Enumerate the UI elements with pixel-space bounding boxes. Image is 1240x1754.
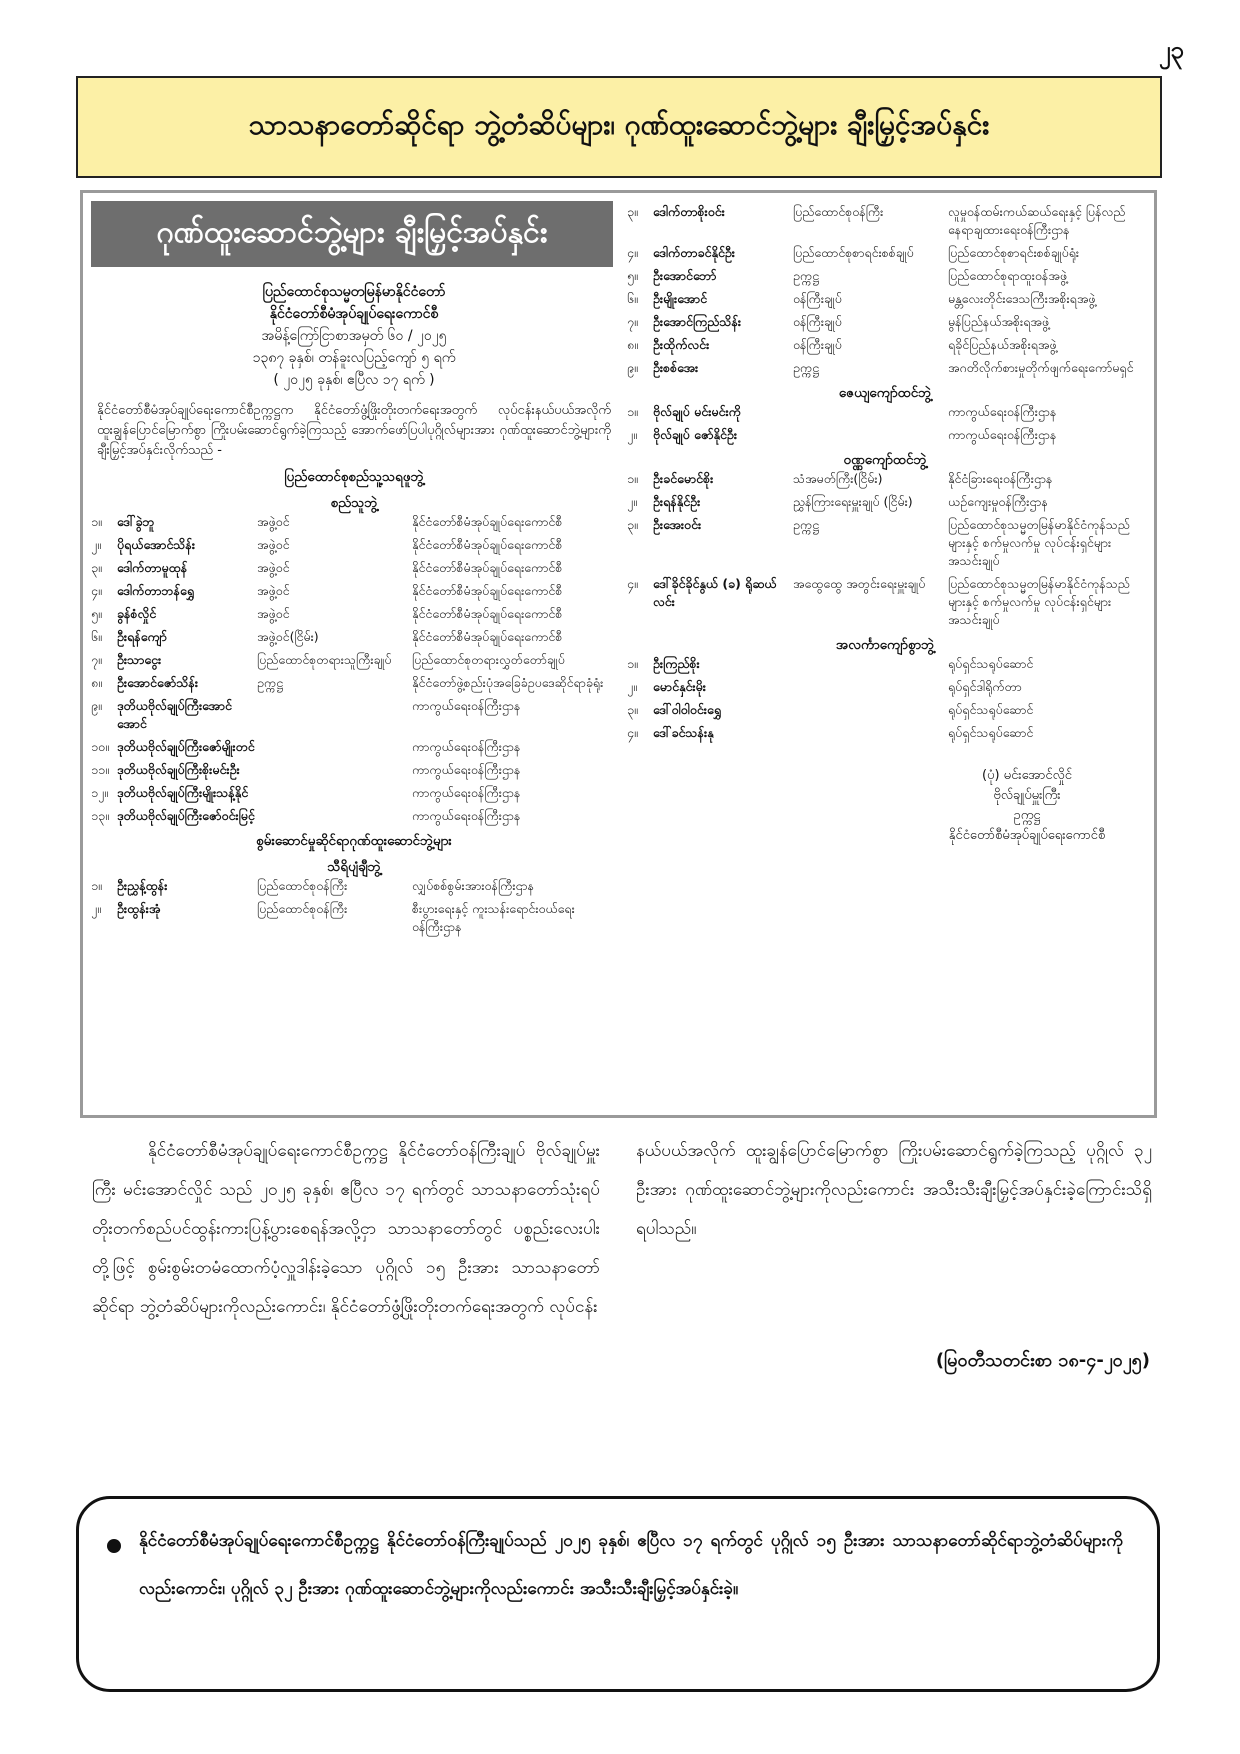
award-sections-right [627, 203, 1143, 742]
awardee-number: ၁၀။ [91, 739, 109, 754]
award-section [627, 450, 1143, 629]
awardee-department: နိုင်ငံတော်စီမံအုပ်ချုပ်ရေးကောင်စီ [412, 560, 563, 575]
awardee-department: ပြည်ထောင်စုသမ္မတမြန်မာနိုင်ငံကုန်သည်များနှင့် စက်မှုလက်မှု လုပ်ငန်းရှင်များအသင်းချုပ် [948, 576, 1130, 627]
awardee-row [91, 536, 617, 554]
awardee-number: ၃။ [627, 702, 638, 717]
awardee-name: ဦးကြည်စိုး [653, 656, 700, 671]
awardee-name: ဦးညွှန့်ထွန်း [117, 878, 168, 893]
awardee-position: အဖွဲ့ဝင် [257, 560, 290, 575]
awardee-department: ကာကွယ်ရေးဝန်ကြီးဌာန [412, 739, 521, 754]
awardee-department: ရုပ်ရှင်သရုပ်ဆောင် [948, 725, 1034, 740]
award-section-title: စွမ်းဆောင်မှုဆိုင်ရာဂုဏ်ထူးဆောင်ဘွဲ့များ [256, 833, 452, 849]
awardee-row [627, 403, 1143, 421]
awardee-row [627, 655, 1143, 673]
awardee-number: ၉။ [91, 698, 102, 713]
awardee-position: အဖွဲ့ဝင် [257, 606, 290, 621]
award-section-title: ဇေယျကျော်ထင်ဘွဲ့ [838, 385, 932, 401]
awardee-position: အထွေထွေ အတွင်းရေးမှူးချုပ် [793, 576, 926, 591]
awardee-department: မွန်ပြည်နယ်အစိုးရအဖွဲ့ [948, 314, 1050, 329]
awardee-row [627, 724, 1143, 742]
awardee-name: ဦးထွန်းအုံ [117, 901, 161, 916]
awardee-name: ဒုတိယဗိုလ်ချုပ်ကြီးဇော်ဝင်းမြင့် [117, 808, 255, 823]
award-section [91, 467, 617, 825]
awardee-row [627, 470, 1143, 488]
awardee-number: ၃။ [627, 517, 638, 532]
awardee-name: မောင်နှင်းမိုး [653, 679, 706, 694]
awardee-number: ၁။ [627, 471, 638, 486]
awardee-row [627, 575, 1143, 629]
award-section [627, 203, 1143, 377]
award-section-title: စည်သူဘွဲ့ [330, 495, 378, 511]
awardee-row [91, 559, 617, 577]
awardee-row [627, 267, 1143, 285]
awardee-row [627, 313, 1143, 331]
gov-line: ပြည်ထောင်စုသမ္မတမြန်မာနိုင်ငံတော် [262, 284, 446, 300]
gov-line: ၁၃၈၇ ခုနှစ်၊ တန်ခူးလပြည့်ကျော် ၅ ရက် [252, 350, 456, 366]
award-section-title: သီရိပျံချီဘွဲ့ [327, 859, 381, 875]
awardee-number: ၂။ [91, 537, 101, 552]
awardee-row [91, 900, 617, 936]
awardee-position: ပြည်ထောင်စုစာရင်းစစ်ချုပ် [793, 245, 914, 260]
notice-clipping [80, 190, 1157, 1118]
awardee-row [627, 359, 1143, 377]
award-section [627, 383, 1143, 444]
awardee-department: ယဉ်ကျေးမှုဝန်ကြီးဌာန [948, 494, 1048, 509]
awardee-position [793, 701, 948, 719]
awardee-name: ဒေါ်ခွဲဘူ [117, 514, 155, 529]
awardee-number: ၇။ [627, 314, 638, 329]
gov-line: ( ၂၀၂၅ ခုနှစ်၊ ဧပြီလ ၁၇ ရက် ) [273, 372, 435, 388]
awardee-number: ၄။ [627, 576, 638, 591]
awardee-number: ၇။ [91, 652, 102, 667]
awardee-department: နိုင်ငံခြားရေးဝန်ကြီးဌာန [948, 471, 1053, 486]
awardee-position [793, 426, 948, 444]
awardee-name: ဒေါက်တာမူထုန် [117, 560, 188, 575]
gov-line: နိုင်ငံတော်စီမံအုပ်ချုပ်ရေးကောင်စီ [269, 306, 439, 322]
awardee-name: ဒုတိယဗိုလ်ချုပ်ကြီးဇော်မျိုးတင် [117, 739, 255, 754]
awardee-position: ဥက္ကဋ္ဌ [793, 517, 819, 532]
page-title: သာသနာတော်ဆိုင်ရာ ဘွဲ့တံဆိပ်များ၊ ဂုဏ်ထူးဆောင်ဘွဲ့များ ချီးမြှင့်အပ်နှင်း [248, 108, 990, 141]
awardee-position: သံအမတ်ကြီး(ငြိမ်း) [793, 471, 883, 486]
awardee-name: ဦးထိုက်လင်း [653, 337, 710, 352]
notice-heading: ဂုဏ်ထူးဆောင်ဘွဲ့များ ချီးမြှင့်အပ်နှင်း [91, 201, 613, 267]
awardee-name: ခွန်စံလှိုင် [117, 606, 157, 621]
awardee-number: ၁၁။ [91, 762, 109, 777]
awardee-number: ၂။ [91, 901, 101, 916]
page-title-banner [76, 76, 1162, 178]
awardee-name: ဒေါက်တာဘန်ရွှေ [117, 583, 195, 598]
awardee-number: ၁။ [91, 514, 102, 529]
award-section-title: ဝဏ္ဏကျော်ထင်ဘွဲ့ [843, 452, 927, 468]
awardee-number: ၁၃။ [91, 808, 109, 823]
awardee-row [627, 493, 1143, 511]
awardee-name: ဦးရန်ကျော် [117, 629, 167, 644]
awardee-name: ဦးသာငွေး [117, 652, 162, 667]
awardee-position: ပြည်ထောင်စုဝန်ကြီး [257, 901, 348, 916]
awardee-row [91, 651, 617, 669]
notice-intro: နိုင်ငံတော်စီမံအုပ်ချုပ်ရေးကောင်စီဥက္ကဋ္ဌက နိုင်ငံတော်ဖွံ့ဖြိုးတိုးတက်ရေးအတွက် လုပ်ငန်းနယ်ပယ်အလိုက် ထူးချွန်ပြောင်မြောက်စွာ ကြိုးပမ်းဆောင်ရွက်ခဲ့ကြသည့် အောက်ဖော်ပြပါပုဂ္ဂိုလ်များအား ဂုဏ်ထူးဆောင်ဘွဲ့များကို ချီးမြှင့်အပ်နှင်းလိုက်သည် - [97, 403, 611, 458]
awardee-row [91, 582, 617, 600]
awardee-number: ၅။ [627, 268, 638, 283]
awardee-row [91, 738, 617, 756]
awardee-number: ၄။ [627, 725, 638, 740]
awardee-number: ၃။ [627, 204, 638, 219]
awardee-name: ဦးအောင်ကြည်သိန်း [653, 314, 742, 329]
awardee-name: ဦးခင်မောင်စိုး [653, 471, 714, 486]
awardee-position: ဥက္ကဋ္ဌ [793, 268, 819, 283]
article-body-left: နိုင်ငံတော်စီမံအုပ်ချုပ်ရေးကောင်စီဥက္ကဋ္ဌ နိုင်ငံတော်ဝန်ကြီးချုပ် ဗိုလ်ချုပ်မှူးကြီး မင်းအောင်လှိုင် သည် ၂၀၂၅ ခုနှစ်၊ ဧပြီလ ၁၇ ရက်တွင် သာသနာတော်သုံးရပ် တိုးတက်စည်ပင်ထွန်းကားပြန့်ပွားစေရန်အလို့ငှာ သာသနာတော်တွင် ပစ္စည်းလေးပါးတို့ဖြင့် စွမ်းစွမ်းတမံထောက်ပံ့လှူဒါန်းခဲ့သော ပုဂ္ဂိုလ် ၁၅ ဦးအား သာသနာတော်ဆိုင်ရာ ဘွဲ့တံဆိပ်များကိုလည်းကောင်း၊ နိုင်ငံတော်ဖွံ့ဖြိုးတိုးတက်ရေးအတွက် လုပ်ငန်း [92, 1141, 600, 1317]
awardee-number: ၁။ [91, 878, 102, 893]
award-sections-left [91, 467, 617, 936]
award-section [627, 635, 1143, 742]
award-section [91, 831, 617, 936]
gov-line: အမိန့်ကြော်ငြာစာအမှတ် ၆၀ / ၂၀၂၅ [261, 328, 447, 344]
awardee-department: ကာကွယ်ရေးဝန်ကြီးဌာန [948, 427, 1057, 442]
awardee-position [793, 678, 948, 696]
awardee-row [91, 761, 617, 779]
awardee-position [257, 807, 412, 825]
awardee-row [627, 516, 1143, 570]
awardee-row [627, 426, 1143, 444]
government-header [91, 281, 617, 391]
awardee-number: ၄။ [627, 245, 638, 260]
awardee-row [627, 290, 1143, 308]
awardee-name: ဗိုလ်ချုပ် မင်းမင်းကို [653, 404, 741, 419]
awardee-number: ၁။ [627, 656, 638, 671]
awardee-department: မန္တလေးတိုင်းဒေသကြီးအစိုးရအဖွဲ့ [948, 291, 1096, 306]
awardee-row [627, 203, 1143, 239]
awardee-number: ၂။ [627, 494, 637, 509]
awardee-department: ရုပ်ရှင်သရုပ်ဆောင် [948, 656, 1034, 671]
notice-left-column [91, 201, 617, 941]
awardee-name: ဒေါ်ဝါဝါဝင်းရွှေ [653, 702, 722, 717]
awardee-department: ပြည်ထောင်စုရာထူးဝန်အဖွဲ့ [948, 268, 1067, 283]
awardee-number: ၅။ [91, 606, 102, 621]
awardee-row [627, 336, 1143, 354]
awardee-name: ဒေါ်ခင်သန်းနု [653, 725, 714, 740]
awardee-number: ၁၂။ [91, 785, 108, 800]
awardee-department: ရုပ်ရှင်ဒါရိုက်တာ [948, 679, 1022, 694]
awardee-number: ၁။ [627, 404, 638, 419]
awardee-name: ဗိုလ်ချုပ် ဇော်နိုင်ဦး [653, 427, 738, 442]
awardee-number: ၆။ [91, 629, 102, 644]
awardee-name: ဒုတိယဗိုလ်ချုပ်ကြီးအောင်အောင် [117, 698, 232, 731]
awardee-number: ၃။ [91, 560, 102, 575]
awardee-position: ဝန်ကြီးချုပ် [793, 314, 842, 329]
awardee-name: ဒုတိယဗိုလ်ချုပ်ကြီးစိုးမင်းဦး [117, 762, 240, 777]
awardee-name: ဦးမျိုးအောင် [653, 291, 708, 306]
awardee-position: ညွှန်ကြားရေးမှူးချုပ် (ငြိမ်း) [793, 494, 913, 509]
awardee-name: ဦးအောင်ဇော်သိန်း [117, 675, 199, 690]
awardee-name: ဒုတိယဗိုလ်ချုပ်ကြီးမျိုးသန့်နိုင် [117, 785, 249, 800]
awardee-position: အဖွဲ့ဝင်(ငြိမ်း) [257, 629, 319, 644]
awardee-row [91, 697, 617, 733]
awardee-position: ဝန်ကြီးချုပ် [793, 291, 842, 306]
awardee-row [91, 784, 617, 802]
awardee-row [627, 678, 1143, 696]
award-section-title: အလင်္ကာကျော်စွာဘွဲ့ [835, 637, 935, 653]
notice-right-column [627, 203, 1143, 846]
awardee-number: ၂။ [627, 427, 637, 442]
awardee-position [793, 724, 948, 742]
awardee-department: ကာကွယ်ရေးဝန်ကြီးဌာန [412, 808, 521, 823]
awardee-position: အဖွဲ့ဝင် [257, 537, 290, 552]
awardee-name: ဦးစစ်အေး [653, 360, 699, 375]
page-number: ၂၃ [1158, 36, 1184, 64]
awardee-department: နိုင်ငံတော်စီမံအုပ်ချုပ်ရေးကောင်စီ [412, 629, 563, 644]
awardee-position: ဥက္ကဋ္ဌ [793, 360, 819, 375]
signature-line: (ပုံ) မင်းအောင်လှိုင် [981, 768, 1073, 783]
awardee-department: ပြည်ထောင်စုတရားလွှတ်တော်ချုပ် [412, 652, 565, 667]
awardee-name: ဒေါက်တာခင်နိုင်ဦး [653, 245, 735, 260]
summary-box [76, 1496, 1160, 1692]
awardee-department: ကာကွယ်ရေးဝန်ကြီးဌာန [948, 404, 1057, 419]
awardee-department: လူမှုဝန်ထမ်းကယ်ဆယ်ရေးနှင့် ပြန်လည်နေရာချထားရေးဝန်ကြီးဌာန [948, 204, 1126, 237]
awardee-number: ၉။ [627, 360, 638, 375]
awardee-row [91, 605, 617, 623]
awardee-position [257, 784, 412, 802]
award-section-title: ပြည်ထောင်စုစည်သူ့သရဖူဘွဲ့ [284, 469, 424, 485]
awardee-name: ဦးအောင်ဘော် [653, 268, 717, 283]
awardee-row [627, 701, 1143, 719]
signature-line: နိုင်ငံတော်စီမံအုပ်ချုပ်ရေးကောင်စီ [948, 828, 1106, 843]
awardee-position: ဝန်ကြီးချုပ် [793, 337, 842, 352]
awardee-position [257, 761, 412, 779]
awardee-row [91, 877, 617, 895]
awardee-name: ပိုရယ်အောင်သိန်း [117, 537, 196, 552]
awardee-department: နိုင်ငံတော်စီမံအုပ်ချုပ်ရေးကောင်စီ [412, 606, 563, 621]
summary-text: နိုင်ငံတော်စီမံအုပ်ချုပ်ရေးကောင်စီဥက္ကဋ္ဌ နိုင်ငံတော်ဝန်ကြီးချုပ်သည် ၂၀၂၅ ခုနှစ်၊ ဧပြီလ ၁၇ ရက်တွင် ပုဂ္ဂိုလ် ၁၅ ဦးအား သာသနာတော်ဆိုင်ရာဘွဲ့တံဆိပ်များကိုလည်းကောင်း၊ ပုဂ္ဂိုလ် ၃၂ ဦးအား ဂုဏ်ထူးဆောင်ဘွဲ့များကိုလည်းကောင်း အသီးသီးချီးမြှင့်အပ်နှင်းခဲ့။ [139, 1531, 1123, 1599]
awardee-department: ကာကွယ်ရေးဝန်ကြီးဌာန [412, 698, 521, 713]
awardee-number: ၈။ [91, 675, 102, 690]
signature-line: ဥက္ကဋ္ဌ [1013, 808, 1041, 823]
awardee-position: ပြည်ထောင်စုဝန်ကြီး [793, 204, 884, 219]
awardee-position [257, 738, 412, 756]
awardee-department: လျှပ်စစ်စွမ်းအားဝန်ကြီးဌာန [412, 878, 535, 893]
awardee-position [793, 655, 948, 673]
source-citation: (မြဝတီသတင်းစာ ၁၈-၄-၂၀၂၅) [935, 1350, 1150, 1371]
awardee-department: စီးပွားရေးနှင့် ကူးသန်းရောင်းဝယ်ရေးဝန်ကြီးဌာန [412, 901, 575, 934]
awardee-position: အဖွဲ့ဝင် [257, 514, 290, 529]
awardee-name: ဒေါ်ခိုင်ခိုင်နွယ် (ခ) ရိုဆယ်လင်း [653, 576, 777, 609]
awardee-department: ကာကွယ်ရေးဝန်ကြီးဌာန [412, 762, 521, 777]
awardee-department: နိုင်ငံတော်စီမံအုပ်ချုပ်ရေးကောင်စီ [412, 583, 563, 598]
awardee-department: ကာကွယ်ရေးဝန်ကြီးဌာန [412, 785, 521, 800]
awardee-position [793, 403, 948, 421]
awardee-department: နိုင်ငံတော်စီမံအုပ်ချုပ်ရေးကောင်စီ [412, 514, 563, 529]
awardee-department: နိုင်ငံတော်စီမံအုပ်ချုပ်ရေးကောင်စီ [412, 537, 563, 552]
signature-line: ဗိုလ်ချုပ်မှူးကြီး [993, 788, 1061, 803]
awardee-name: ဦးရန်နိုင်ဦး [653, 494, 701, 509]
awardee-department: ရခိုင်ပြည်နယ်အစိုးရအဖွဲ့ [948, 337, 1057, 352]
awardee-position: အဖွဲ့ဝင် [257, 583, 290, 598]
awardee-number: ၂။ [627, 679, 637, 694]
awardee-row [627, 244, 1143, 262]
awardee-position: ဥက္ကဋ္ဌ [257, 675, 283, 690]
awardee-row [91, 628, 617, 646]
awardee-department: နိုင်ငံတော်ဖွဲ့စည်းပုံအခြေခံဥပဒေဆိုင်ရာခုံရုံး [412, 675, 604, 690]
awardee-position [257, 697, 412, 733]
awardee-department: အဂတိလိုက်စားမှုတိုက်ဖျက်ရေးကော်မရှင် [948, 360, 1134, 375]
awardee-name: ဒေါက်တာစိုးဝင်း [653, 204, 725, 219]
awardee-number: ၄။ [91, 583, 102, 598]
awardee-number: ၈။ [627, 337, 638, 352]
awardee-position: ပြည်ထောင်စုဝန်ကြီး [257, 878, 348, 893]
awardee-row [91, 513, 617, 531]
awardee-department: ရုပ်ရှင်သရုပ်ဆောင် [948, 702, 1034, 717]
awardee-row [91, 674, 617, 692]
signature-block [627, 766, 1143, 846]
article-body-right: နယ်ပယ်အလိုက် ထူးချွန်ပြောင်မြောက်စွာ ကြိုးပမ်းဆောင်ရွက်ခဲ့ကြသည့် ပုဂ္ဂိုလ် ၃၂ ဦးအား ဂုဏ်ထူးဆောင်ဘွဲ့များကိုလည်းကောင်း အသီးသီးချီးမြှင့်အပ်နှင်းခဲ့ကြောင်းသိရှိရပါသည်။ [636, 1141, 1152, 1239]
awardee-department: ပြည်ထောင်စုသမ္မတမြန်မာနိုင်ငံကုန်သည်များနှင့် စက်မှုလက်မှု လုပ်ငန်းရှင်များအသင်းချုပ် [948, 517, 1130, 568]
awardee-row [91, 807, 617, 825]
awardee-name: ဦးအေးဝင်း [653, 517, 702, 532]
awardee-number: ၆။ [627, 291, 638, 306]
bullet-icon [107, 1539, 121, 1553]
awardee-department: ပြည်ထောင်စုစာရင်းစစ်ချုပ်ရုံး [948, 245, 1080, 260]
awardee-position: ပြည်ထောင်စုတရားသူကြီးချုပ် [257, 652, 392, 667]
